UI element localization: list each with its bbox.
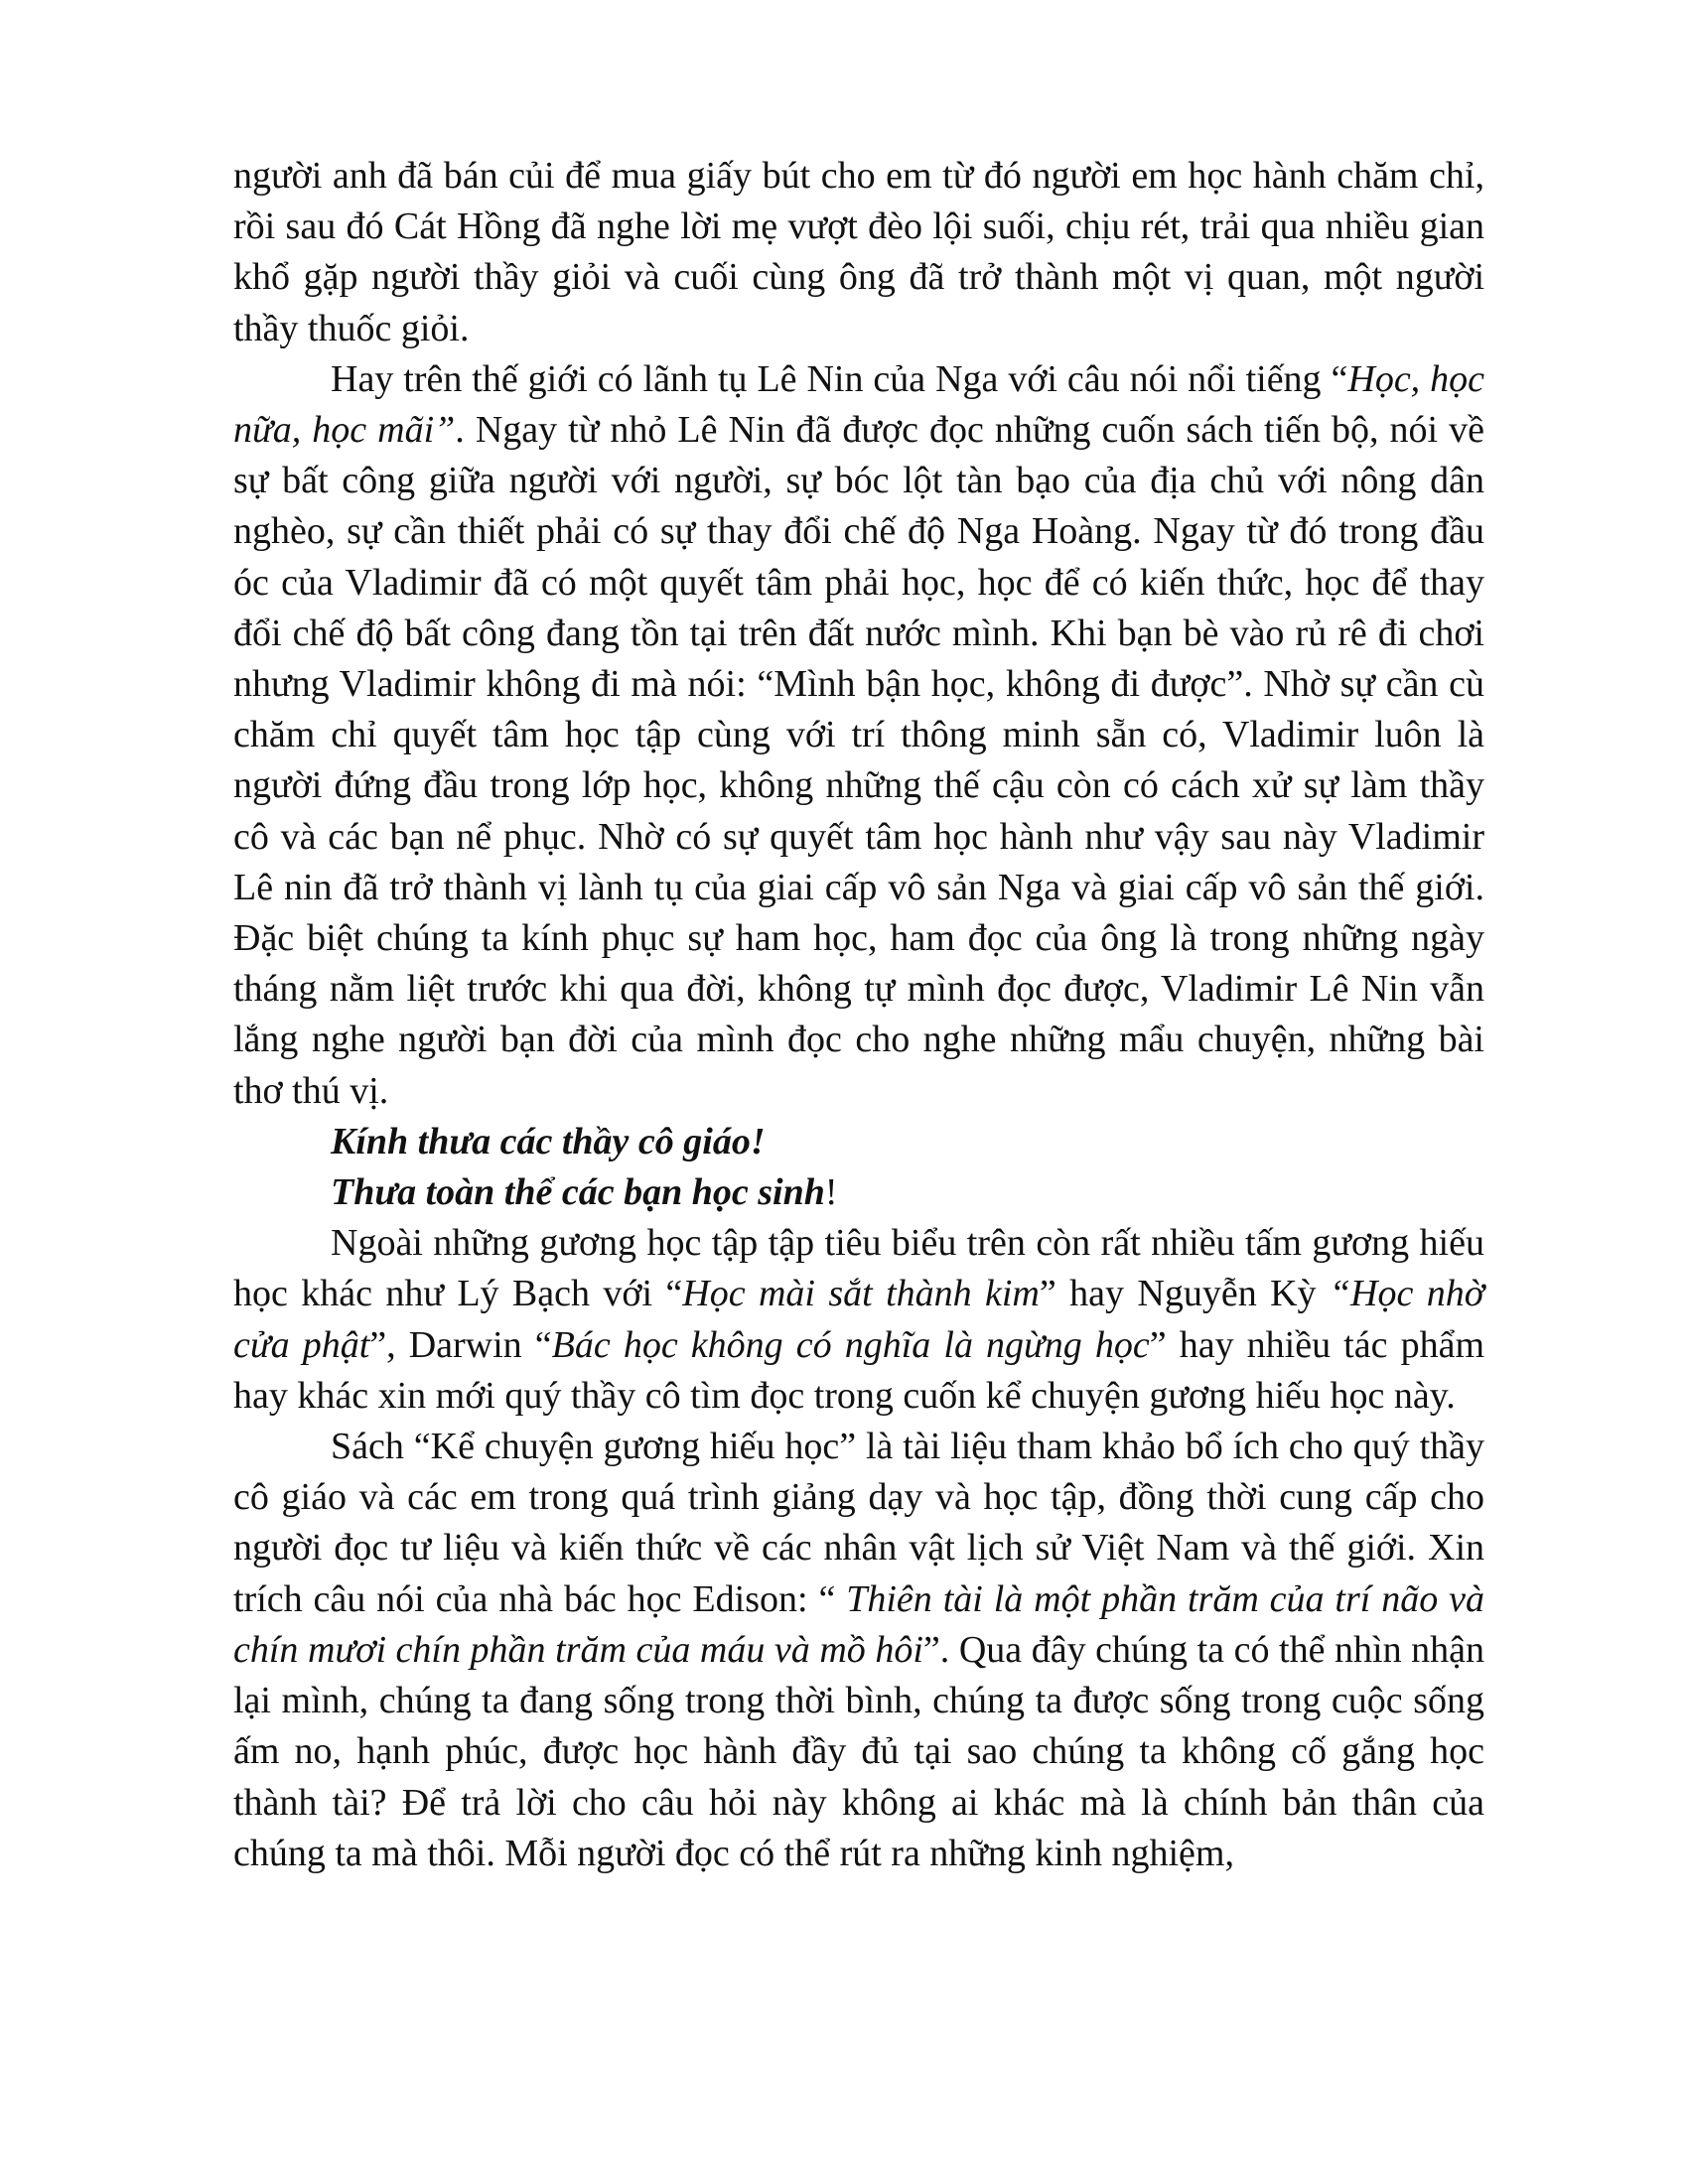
paragraph-cat-hong <box>233 151 1484 354</box>
greeting-punctuation: ! <box>824 1171 838 1214</box>
greeting-text: Kính thưa các thầy cô giáo! <box>331 1120 766 1162</box>
greeting-teachers <box>233 1117 1484 1167</box>
paragraph-book-summary <box>233 1422 1484 1879</box>
ly-bach-quote: Học mài sắt thành kim <box>682 1273 1040 1315</box>
paragraph-text: người anh đã bán củi để mua giấy bút cho em từ đó người em học hành chăm chỉ, rồi sau đó Cát Hồng đã nghe lời mẹ vượt đèo lội suối, chịu rét, trải qua nhiều gian khổ gặp người thầy giỏi và cuối cùng ông đã trở thành một vị quan, một người thầy thuốc giỏi. <box>233 155 1484 349</box>
nguyen-ky-quote: “Học nhờ cửa phật <box>233 1273 1485 1366</box>
paragraph-text: ”. Qua đây chúng ta có thể nhìn nhận lại mình, chúng ta đang sống trong thời bình, chúng ta được sống trong cuộc sống ấm no, hạnh phúc, được học hành đầy đủ tại sao chúng ta không cố gắng học thành tài? Để trả lời cho câu hỏi này không ai khác mà là chính bản thân của chúng ta mà thôi. Mỗi người đọc có thể rút ra những kinh nghiệm, <box>233 1628 1484 1874</box>
paragraph-other-examples <box>233 1218 1484 1422</box>
greeting-students <box>233 1167 1484 1218</box>
paragraph-text: . Ngay từ nhỏ Lê Nin đã được đọc những cuốn sách tiến bộ, nói về sự bất công giữa người với người, sự bóc lột tàn bạo của địa chủ với nông dân nghèo, sự cần thiết phải có sự thay đổi chế độ Nga Hoàng. Ngay từ đó trong đầu óc của Vladimir đã có một quyết tâm phải học, học để có kiến thức, học để thay đổi chế độ bất công đang tồn tại trên đất nước mình. Khi bạn bè vào rủ rê đi chơi nhưng Vladimir không đi mà nói: “Mình bận học, không đi được”. Nhờ sự cần cù chăm chỉ quyết tâm học tập cùng với trí thông minh sẵn có, Vladimir luôn là người đứng đầu trong lớp học, không những thế cậu còn có cách xử sự làm thầy cô và các bạn nể phục. Nhờ có sự quyết tâm học hành như vậy sau này Vladimir Lê nin đã trở thành vị lành tụ của giai cấp vô sản Nga và giai cấp vô sản thế giới. Đặc biệt chúng ta kính phục sự ham học, ham đọc của ông là trong những ngày tháng nằm liệt trước khi qua đời, không tự mình đọc được, Vladimir Lê Nin vẫn lắng nghe người bạn đời của mình đọc cho nghe những mẩu chuyện, những bài thơ thú vị. <box>233 409 1484 1112</box>
paragraph-text: ”, Darwin “ <box>369 1323 552 1366</box>
darwin-quote: Bác học không có nghĩa là ngừng học <box>551 1323 1150 1366</box>
paragraph-text: ” hay Nguyễn Kỳ <box>1039 1273 1330 1315</box>
document-page <box>233 151 1484 1879</box>
paragraph-text: Ngoài những gương học tập tập tiêu biểu trên còn rất nhiều tấm gương hiếu học khác như Lý Bạch với “ <box>233 1222 1484 1315</box>
greeting-text: Thưa toàn thể các bạn học sinh <box>331 1171 825 1214</box>
paragraph-text: ” hay nhiều tác phẩm hay khác xin mới quý thầy cô tìm đọc trong cuốn kể chuyện gương hiếu học này. <box>233 1323 1484 1417</box>
edison-quote: Thiên tài là một phần trăm của trí não và chín mươi chín phần trăm của máu và mồ hôi <box>233 1577 1485 1671</box>
lenin-quote: Học, học nữa, học mãi” <box>233 357 1484 452</box>
paragraph-lenin <box>233 354 1484 1117</box>
paragraph-text: Sách “Kể chuyện gương hiếu học” là tài liệu tham khảo bổ ích cho quý thầy cô giáo và các em trong quá trình giảng dạy và học tập, đồng thời cung cấp cho người đọc tư liệu và kiến thức về các nhân vật lịch sử Việt Nam và thế giới. Xin trích câu nói của nhà bác học Edison: “ <box>233 1426 1484 1620</box>
paragraph-text: Hay trên thế giới có lãnh tụ Lê Nin của Nga với câu nói nổi tiếng “ <box>331 357 1348 400</box>
